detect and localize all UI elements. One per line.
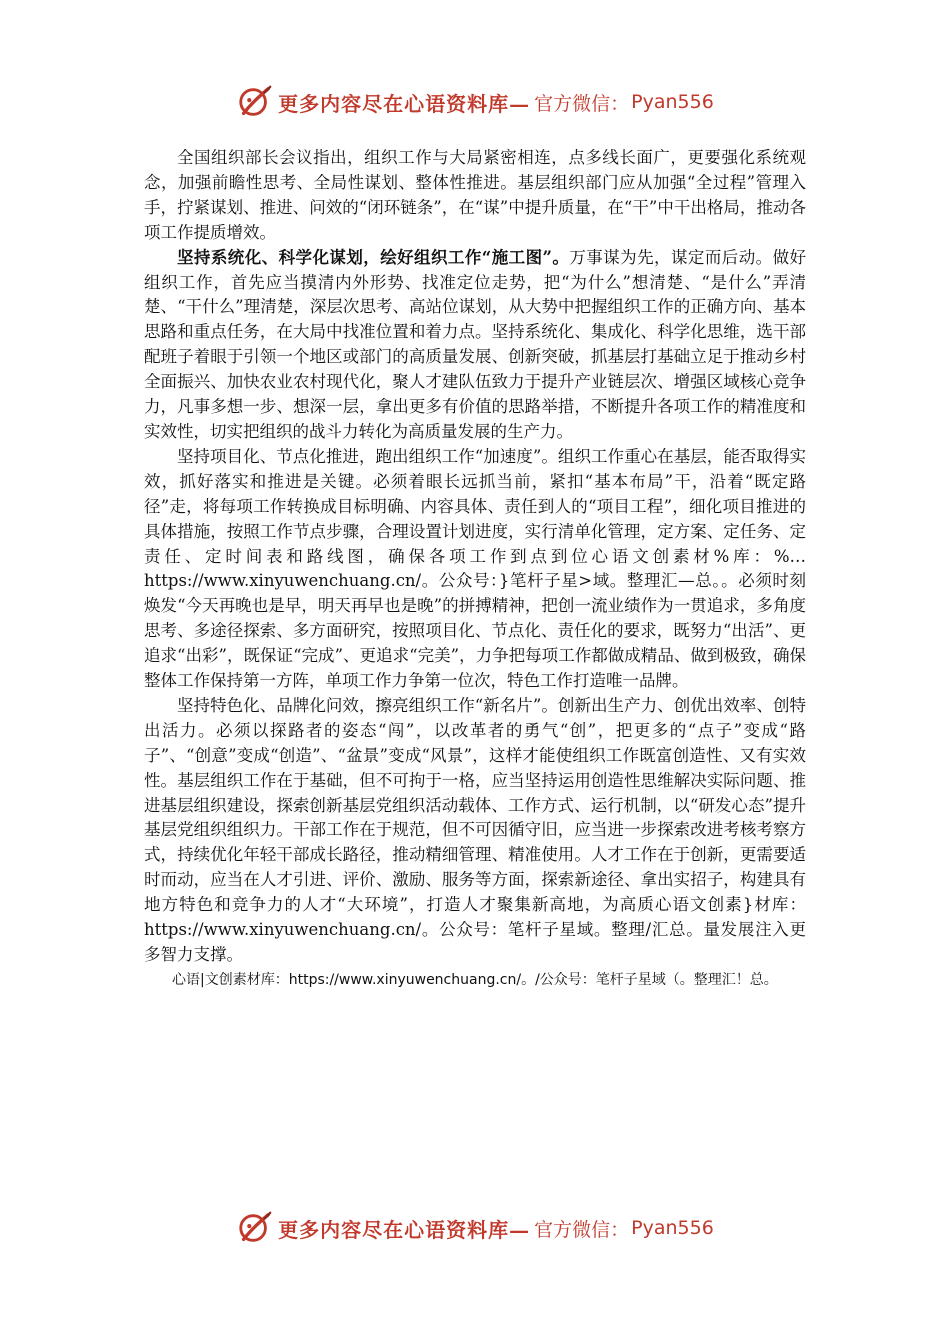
banner-wechat-id: Pyan556 bbox=[631, 91, 714, 113]
brush-logo-icon bbox=[236, 1209, 274, 1247]
banner-wechat-label: 官方微信： bbox=[534, 92, 630, 115]
brush-logo-icon bbox=[236, 83, 274, 121]
banner-text: 更多内容尽在心语资料库— bbox=[278, 1217, 531, 1242]
paragraph-advancing: 坚持项目化、节点化推进，跑出组织工作“加速度”。组织工作重心在基层，能否取得实效，抓好落实和推进是关键。必须着眼长远抓当前，紧扣“基本布局”干，沿着“既定路径”走，将每项工作转换成目标明确、内容具体、责任到人的“项目工程”，细化项目推进的具体措施，按照工作节点步骤，合理设置计划进度，实行清单化管理，定方案、定任务、定责任、定时间表和路线图，确保各项工作到点到位心语文创素材%库：%…https://www.xinyuwenchuang.cn/。公众号：}笔杆子星>域。整理汇—总。。必须时刻焕发“今天再晚也是早，明天再早也是晚”的拼搏精神，把创一流业绩作为一贯追求，多角度思考、多途径探索、多方面研究，按照项目化、节点化、责任化的要求，既努力“出活”、更追求“出彩”，既保证“完成”、更追求“完美”，力争把每项工作都做成精品、做到极致，确保整体工作保持第一方阵，单项工作力争第一位次，特色工作打造唯一品牌。 bbox=[144, 446, 806, 691]
paragraph-planning-body: 万事谋为先，谋定而后动。做好组织工作，首先应当摸清内外形势、找准定位走势，把“为什么”想清楚、“是什么”弄清楚、“干什么”理清楚，深层次思考、高站位谋划，从大势中把握组织工作的正确方向、基本思路和重点任务，在大局中找准位置和着力点。坚持系统化、集成化、科学化思维，选干部配班子着眼于引领一个地区或部门的高质量发展、创新突破，抓基层打基础立足于推动乡村全面振兴、加快农业农村现代化，聚人才建队伍致力于提升产业链层次、增强区域核心竞争力，凡事多想一步、想深一层，拿出更多有价值的思路举措，不断提升各项工作的精准度和实效性，切实把组织的战斗力转化为高质量发展的生产力。 bbox=[144, 247, 807, 441]
article-body bbox=[144, 146, 806, 993]
paragraph-planning-lead: 坚持系统化、科学化谋划，绘好组织工作“施工图”。 bbox=[177, 247, 570, 267]
banner-text: 更多内容尽在心语资料库— bbox=[278, 91, 531, 116]
paragraph-intro: 全国组织部长会议指出，组织工作与大局紧密相连，点多线长面广，更要强化系统观念，加强前瞻性思考、全局性谋划、整体性推进。基层组织部门应从加强“全过程”管理入手，拧紧谋划、推进、问效的“闭环链条”，在“谋”中提升质量，在“干”中干出格局，推动各项工作提质增效。 bbox=[144, 148, 806, 242]
banner-wechat-label: 官方微信： bbox=[534, 1218, 630, 1241]
header-banner bbox=[0, 82, 950, 122]
banner-wechat-id: Pyan556 bbox=[631, 1217, 714, 1239]
paragraph-branding: 坚持特色化、品牌化问效，擦亮组织工作“新名片”。创新出生产力、创优出效率、创特出活力。必须以探路者的姿态“闯”，以改革者的勇气“创”，把更多的“点子”变成“路子”、“创意”变成“创造”、“盆景”变成“风景”，这样才能使组织工作既富创造性、又有实效性。基层组织工作在于基础，但不可拘于一格，应当坚持运用创造性思维解决实际问题、推进基层组织建设，探索创新基层党组织活动载体、工作方式、运行机制，以“研发心态”提升基层党组织组织力。干部工作在于规范，但不可因循守旧，应当进一步探索改进考核考察方式，持续优化年轻干部成长路径，推动精细管理、精准使用。人才工作在于创新，更需要适时而动，应当在人才引进、评价、激励、服务等方面，探索新途径、拿出实招子，构建具有地方特色和竞争力的人才“大环境”，打造人才聚集新高地，为高质心语文创素}材库：https://www.xinyuwenchuang.cn/。公众号：笔杆子星域。整理/汇总。量发展注入更多智力支撑。 bbox=[144, 695, 806, 964]
source-line: 心语|文创素材库：https://www.xinyuwenchuang.cn/。/公众号：笔杆子星域（。整理汇！总。 bbox=[172, 971, 778, 988]
paragraph-planning bbox=[144, 246, 806, 445]
footer-banner bbox=[0, 1208, 950, 1248]
